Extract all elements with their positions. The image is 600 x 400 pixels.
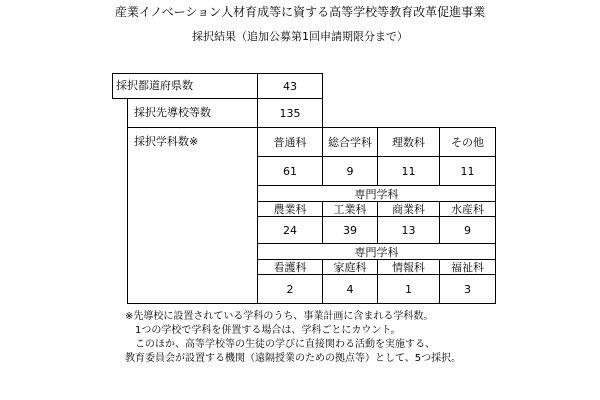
value-nursing: 2 — [257, 274, 323, 304]
header-integrated: 総合学科 — [322, 127, 378, 157]
value-fisheries: 9 — [439, 216, 496, 244]
value-industry: 39 — [322, 216, 378, 244]
value-agriculture: 24 — [257, 216, 323, 244]
departments-label-cell — [127, 127, 258, 304]
prefectures-value: 43 — [257, 73, 323, 99]
footnote-line: このほか、高等学校等の生徒の学びに直接関わる活動を実施する、 — [125, 339, 435, 350]
header-commerce: 商業科 — [377, 201, 440, 217]
value-other: 11 — [439, 156, 496, 186]
value-integrated: 9 — [322, 156, 378, 186]
header-industry: 工業科 — [322, 201, 378, 217]
footnotes — [125, 310, 461, 366]
header-general: 普通科 — [257, 127, 323, 157]
header-welfare: 福祉科 — [439, 259, 496, 275]
footnote-line: 教育委員会が設置する機関（遠隔授業のための拠点等）として、5つ採択。 — [125, 353, 462, 364]
value-commerce: 13 — [377, 216, 440, 244]
prefectures-label: 採択都道府県数 — [116, 79, 193, 92]
document-title: 産業イノベーション人材育成等に資する高等学校等教育改革促進事業 — [114, 5, 486, 19]
header-fisheries: 水産科 — [439, 201, 496, 217]
header-nursing: 看護科 — [257, 259, 323, 275]
header-agriculture: 農業科 — [257, 201, 323, 217]
specialized-header-1: 専門学科 — [257, 185, 496, 202]
specialized-header-2: 専門学科 — [257, 243, 496, 260]
schools-label: 採択先導校等数 — [134, 106, 211, 119]
value-home-economics: 4 — [322, 274, 378, 304]
footnote-line: ※先導校に設置されている学科のうち、事業計画に含まれる学科数。 — [125, 311, 434, 322]
value-welfare: 3 — [439, 274, 496, 304]
header-information: 情報科 — [377, 259, 440, 275]
header-science-math: 理数科 — [377, 127, 440, 157]
departments-label: 採択学科数※ — [134, 135, 199, 148]
footnote-line: 1つの学校で学科を併置する場合は、学科ごとにカウント。 — [125, 325, 401, 336]
header-home-economics: 家庭科 — [322, 259, 378, 275]
value-general: 61 — [257, 156, 323, 186]
value-science-math: 11 — [377, 156, 440, 186]
document-subtitle: 採択結果（追加公募第1回申請期限分まで） — [192, 30, 408, 43]
value-information: 1 — [377, 274, 440, 304]
schools-value: 135 — [257, 98, 323, 128]
header-other: その他 — [439, 127, 496, 157]
